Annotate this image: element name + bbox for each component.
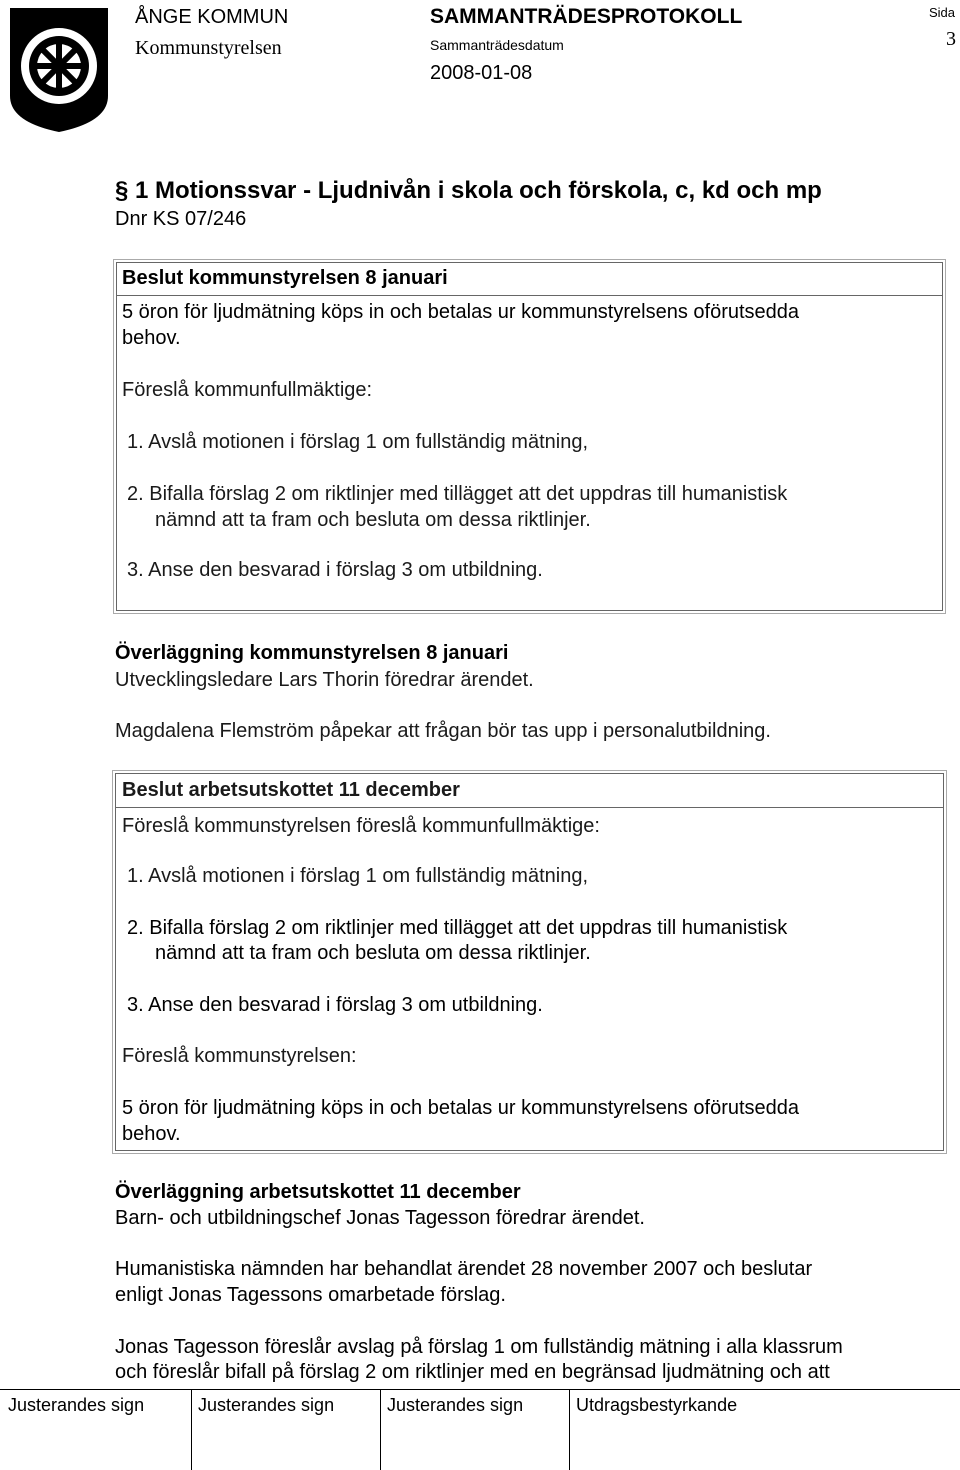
- proposal-item: 2. Bifalla förslag 2 om riktlinjer med tillägget att det uppdras till humanistisk: [127, 483, 788, 505]
- signature-field-label: Justerandes sign: [8, 1395, 145, 1415]
- proposal-intro: Föreslå kommunstyrelsen föreslå kommunfullmäktige:: [122, 815, 600, 837]
- proposal-item: 1. Avslå motionen i förslag 1 om fullständig mätning,: [127, 431, 588, 453]
- organization-name: ÅNGE KOMMUN: [135, 6, 289, 28]
- proposal-item: 3. Anse den besvarad i förslag 3 om utbildning.: [127, 994, 543, 1016]
- decision-text: behov.: [122, 327, 181, 349]
- decision-title: Beslut kommunstyrelsen 8 januari: [122, 267, 448, 289]
- section-title: § 1 Motionssvar - Ljudnivån i skola och förskola, c, kd och mp: [115, 177, 822, 204]
- page-label: Sida: [929, 5, 956, 20]
- decision-title: Beslut arbetsutskottet 11 december: [122, 779, 460, 801]
- deliberation-title: Överläggning kommunstyrelsen 8 januari: [115, 642, 509, 664]
- signature-field-label: Justerandes sign: [198, 1395, 335, 1415]
- signature-footer: [0, 1389, 960, 1470]
- proposal-item: 1. Avslå motionen i förslag 1 om fullständig mätning,: [127, 865, 588, 887]
- proposal-item-continued: nämnd att ta fram och besluta om dessa riktlinjer.: [155, 942, 591, 964]
- decision-box-municipal-board: [116, 262, 943, 611]
- certificate-field-label: Utdragsbestyrkande: [576, 1395, 738, 1415]
- proposal-item: 2. Bifalla förslag 2 om riktlinjer med tillägget att det uppdras till humanistisk: [127, 917, 788, 939]
- decision-box-working-committee: [115, 773, 944, 1151]
- proposal-item: 3. Anse den besvarad i förslag 3 om utbildning.: [127, 559, 543, 581]
- deliberation-text: Barn- och utbildningschef Jonas Tagesson föredrar ärendet.: [115, 1207, 645, 1229]
- case-number: Dnr KS 07/246: [115, 208, 247, 230]
- proposal-intro: Föreslå kommunstyrelsen:: [122, 1045, 357, 1067]
- deliberation-text: och föreslår bifall på förslag 2 om riktlinjer med en begränsad ljudmätning och att: [115, 1361, 830, 1383]
- decision-text: behov.: [122, 1123, 181, 1145]
- decision-text: 5 öron för ljudmätning köps in och betalas ur kommunstyrelsens oförutsedda: [122, 1097, 800, 1119]
- deliberation-text: Jonas Tagesson föreslår avslag på förslag 1 om fullständig mätning i alla klassrum: [115, 1336, 843, 1358]
- meeting-date-label: Sammanträdesdatum: [430, 37, 564, 53]
- deliberation-title: Överläggning arbetsutskottet 11 december: [115, 1181, 521, 1203]
- document-type: SAMMANTRÄDESPROTOKOLL: [430, 5, 743, 28]
- deliberation-text: enligt Jonas Tagessons omarbetade förslag.: [115, 1284, 506, 1306]
- signature-field-label: Justerandes sign: [387, 1395, 524, 1415]
- deliberation-text: Humanistiska nämnden har behandlat ärendet 28 november 2007 och beslutar: [115, 1258, 813, 1280]
- proposal-intro: Föreslå kommunfullmäktige:: [122, 379, 373, 401]
- meeting-date: 2008-01-08: [430, 62, 533, 84]
- page-number: 3: [946, 28, 956, 50]
- municipality-coat-of-arms-logo: [6, 4, 112, 136]
- proposal-item-continued: nämnd att ta fram och besluta om dessa riktlinjer.: [155, 509, 591, 531]
- deliberation-text: Utvecklingsledare Lars Thorin föredrar ärendet.: [115, 669, 534, 691]
- decision-text: 5 öron för ljudmätning köps in och betalas ur kommunstyrelsens oförutsedda: [122, 301, 800, 323]
- deliberation-text: Magdalena Flemström påpekar att frågan bör tas upp i personalutbildning.: [115, 720, 771, 742]
- organization-unit: Kommunstyrelsen: [135, 37, 282, 59]
